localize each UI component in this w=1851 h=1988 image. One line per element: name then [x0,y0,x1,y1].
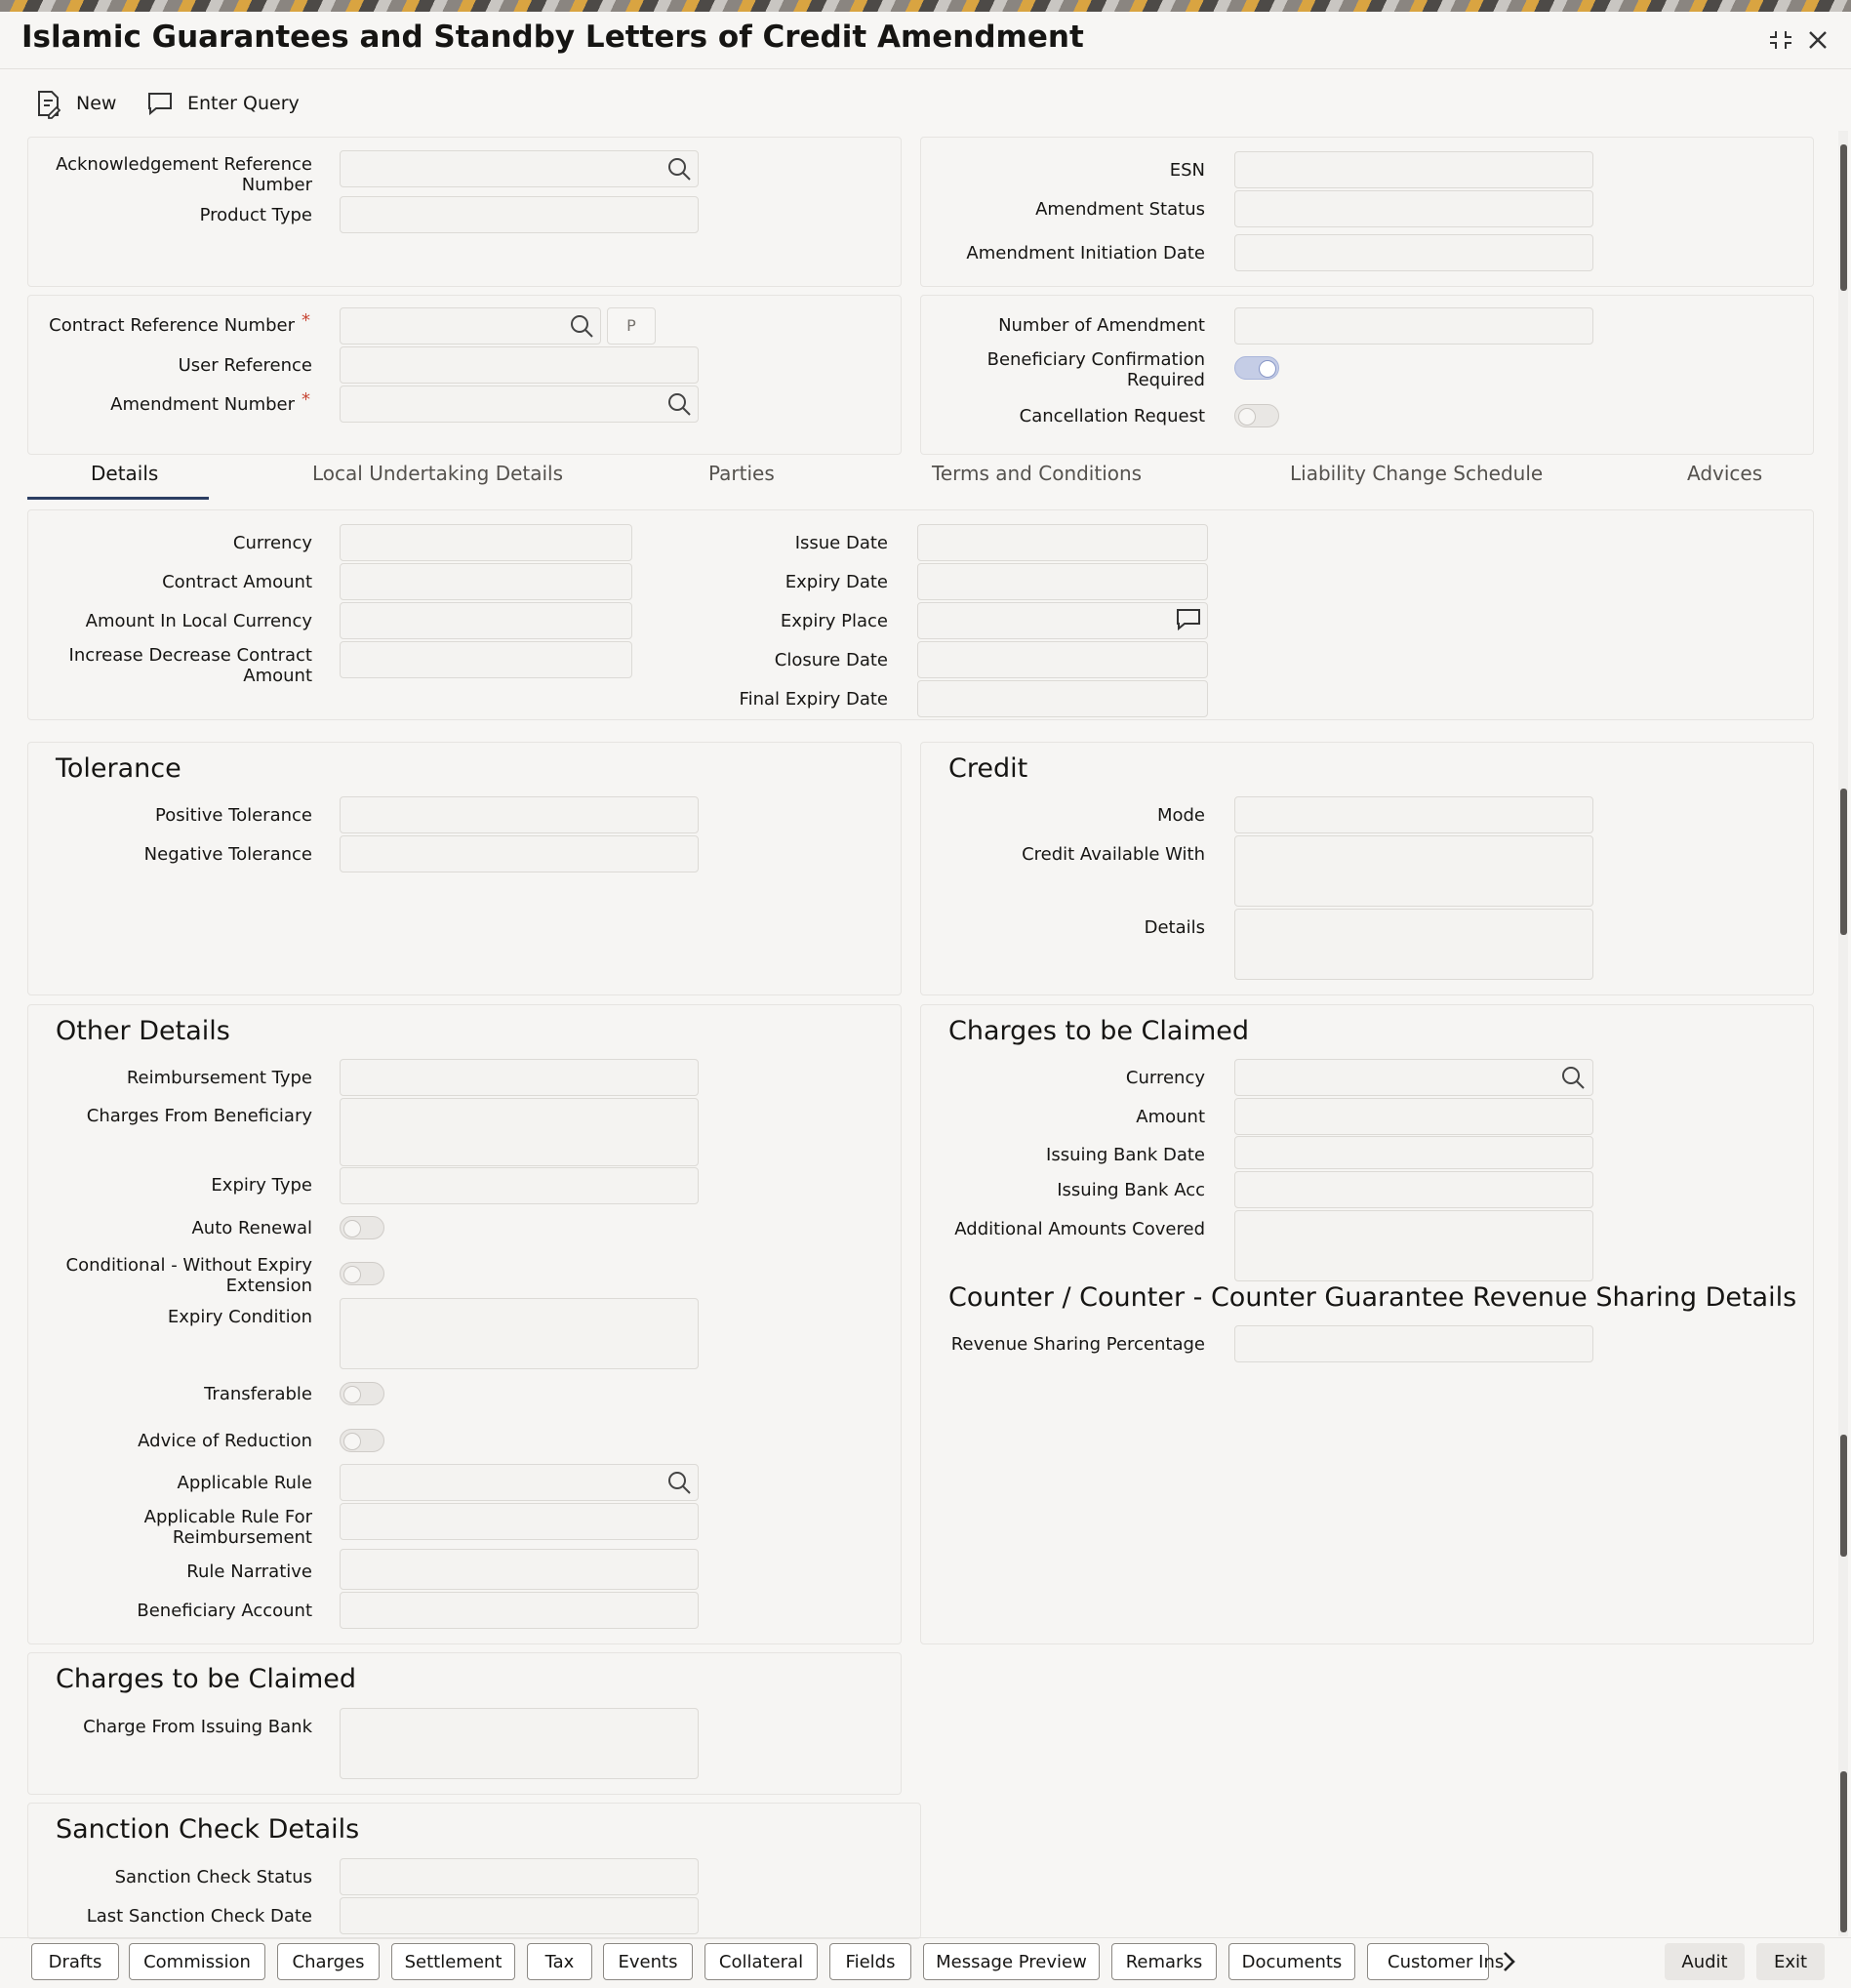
positive-tolerance-input[interactable] [340,796,699,833]
user-ref-input[interactable] [340,346,699,384]
exit-button[interactable]: Exit [1756,1943,1825,1980]
revenue-sharing-percentage-input[interactable] [1234,1325,1593,1362]
tab-advices[interactable]: Advices [1687,462,1763,485]
revenue-sharing-percentage-label: Revenue Sharing Percentage [950,1334,1205,1355]
advice-reduction-label: Advice of Reduction [138,1431,312,1451]
required-mark: * [302,389,310,410]
reimbursement-type-input[interactable] [340,1059,699,1096]
applicable-rule-label: Applicable Rule [177,1473,312,1493]
currency-label: Currency [232,533,312,553]
close-icon[interactable] [1803,25,1832,55]
credit-details-input[interactable] [1234,909,1593,980]
search-icon[interactable] [666,391,692,417]
tax-button[interactable]: Tax [527,1943,592,1980]
expiry-condition-input[interactable] [340,1298,699,1369]
expiry-type-input[interactable] [340,1167,699,1204]
events-button[interactable]: Events [603,1943,693,1980]
expiry-date-label: Expiry Date [785,572,888,592]
expiry-place-input[interactable] [917,602,1208,639]
beneficiary-account-input[interactable] [340,1592,699,1629]
charges-from-beneficiary-input[interactable] [340,1098,699,1166]
new-label: New [76,93,117,114]
charges-currency-label: Currency [1125,1068,1205,1088]
closure-date-label: Closure Date [774,650,888,670]
tab-details[interactable]: Details [91,462,159,485]
auto-renewal-toggle[interactable] [340,1216,384,1239]
transferable-label: Transferable [204,1384,312,1404]
number-of-amendment-input[interactable] [1234,307,1593,345]
title-divider [0,68,1851,69]
amendment-status-input[interactable] [1234,190,1593,227]
last-sanction-date-label: Last Sanction Check Date [86,1906,312,1927]
final-expiry-date-label: Final Expiry Date [739,689,888,710]
transferable-toggle[interactable] [340,1382,384,1405]
sanction-status-input[interactable] [340,1858,699,1895]
expiry-date-input[interactable] [917,563,1208,600]
other-details-title: Other Details [56,1016,230,1046]
amendment-initiation-date-label: Amendment Initiation Date [966,243,1205,264]
remarks-button[interactable]: Remarks [1111,1943,1217,1980]
search-icon[interactable] [666,1470,692,1495]
auto-renewal-label: Auto Renewal [191,1218,312,1238]
background-band [0,0,1851,12]
issuing-bank-acc-input[interactable] [1234,1171,1593,1208]
credit-available-with-label: Credit Available With [1022,844,1205,865]
additional-amounts-input[interactable] [1234,1210,1593,1281]
settlement-button[interactable]: Settlement [391,1943,515,1980]
user-ref-label: User Reference [178,355,312,376]
new-button[interactable] [35,84,116,123]
issuing-bank-date-label: Issuing Bank Date [1046,1145,1205,1165]
contract-amount-label: Contract Amount [162,572,312,592]
reimbursement-type-label: Reimbursement Type [126,1068,312,1088]
amendment-number-label: Amendment Number [110,394,295,415]
incr-decr-input[interactable] [340,641,632,678]
amendment-initiation-date-input[interactable] [1234,234,1593,271]
issuing-bank-date-input[interactable] [1234,1136,1593,1169]
applicable-rule-input[interactable] [340,1464,699,1501]
scrollbar-thumb[interactable] [1840,1435,1847,1557]
esn-label: ESN [1169,160,1205,181]
commission-button[interactable]: Commission [129,1943,265,1980]
sanction-title: Sanction Check Details [56,1814,360,1845]
customer-instructions-button[interactable]: Customer Ins [1367,1943,1489,1980]
new-document-icon [35,89,62,118]
bottom-divider [0,1937,1851,1938]
chat-bubble-icon [146,91,174,116]
charges-currency-input[interactable] [1234,1059,1593,1096]
required-mark: * [302,310,310,331]
chat-bubble-icon[interactable] [1176,607,1201,632]
credit-available-with-input[interactable] [1234,835,1593,907]
amount-local-input[interactable] [340,602,632,639]
negative-tolerance-input[interactable] [340,835,699,872]
rule-narrative-label: Rule Narrative [186,1562,312,1582]
sanction-status-label: Sanction Check Status [114,1867,312,1887]
collapse-icon[interactable] [1766,25,1795,55]
search-icon[interactable] [1560,1065,1586,1090]
rule-narrative-input[interactable] [340,1549,699,1590]
final-expiry-date-input[interactable] [917,680,1208,717]
expiry-type-label: Expiry Type [211,1175,312,1196]
p-button[interactable]: P [607,307,656,345]
ack-ref-label: Acknowledgement Reference Number [56,154,312,195]
collateral-button[interactable]: Collateral [704,1943,818,1980]
charges-from-beneficiary-label: Charges From Beneficiary [86,1106,312,1126]
advice-reduction-toggle[interactable] [340,1429,384,1452]
mode-label: Mode [1156,805,1205,826]
credit-title: Credit [948,753,1028,784]
expiry-place-label: Expiry Place [780,611,888,631]
revenue-sharing-title: Counter / Counter - Counter Guarantee Revenue Sharing Details [948,1282,1797,1313]
negative-tolerance-label: Negative Tolerance [143,844,312,865]
product-type-label: Product Type [199,205,312,225]
incr-decr-label: Increase Decrease Contract Amount [68,645,312,686]
page-title: Islamic Guarantees and Standby Letters of Credit Amendment [21,20,1084,55]
issuing-bank-acc-label: Issuing Bank Acc [1057,1180,1205,1200]
contract-ref-label: Contract Reference Number [49,315,295,336]
conditional-label: Conditional - Without Expiry Extension [65,1255,312,1296]
applicable-rule-reimb-input[interactable] [340,1503,699,1540]
active-tab-indicator [27,497,209,500]
contract-ref-input[interactable] [340,307,601,345]
tab-liability-change-schedule[interactable]: Liability Change Schedule [1290,462,1544,485]
applicable-rule-reimb-label: Applicable Rule For Reimbursement [143,1507,312,1548]
esn-input[interactable] [1234,151,1593,188]
beneficiary-account-label: Beneficiary Account [137,1601,312,1621]
scrollbar-thumb[interactable] [1840,144,1847,291]
additional-amounts-label: Additional Amounts Covered [954,1219,1205,1239]
amount-local-label: Amount In Local Currency [85,611,312,631]
closure-date-input[interactable] [917,641,1208,678]
issue-date-label: Issue Date [794,533,888,553]
search-icon[interactable] [666,156,692,182]
drafts-button[interactable]: Drafts [31,1943,119,1980]
beneficiary-confirmation-label: Beneficiary Confirmation Required [986,349,1205,390]
issue-date-input[interactable] [917,524,1208,561]
number-of-amendment-label: Number of Amendment [998,315,1205,336]
documents-button[interactable]: Documents [1228,1943,1355,1980]
conditional-toggle[interactable] [340,1262,384,1285]
charge-from-issuing-bank-input[interactable] [340,1708,699,1779]
product-type-input[interactable] [340,196,699,233]
enter-query-button[interactable] [146,84,300,123]
tolerance-title: Tolerance [56,753,181,784]
chevron-right-icon[interactable] [1497,1948,1520,1975]
vertical-scrollbar[interactable] [1838,131,1848,1936]
beneficiary-confirmation-toggle[interactable] [1234,356,1279,380]
amendment-status-label: Amendment Status [1035,199,1205,220]
expiry-condition-label: Expiry Condition [167,1307,312,1327]
charges-claimed-left-title: Charges to be Claimed [56,1664,357,1694]
cancellation-request-toggle[interactable] [1234,404,1279,427]
ack-ref-input[interactable] [340,150,699,187]
audit-button[interactable]: Audit [1665,1943,1745,1980]
credit-details-label: Details [1144,917,1205,938]
fields-button[interactable]: Fields [829,1943,911,1980]
contract-amount-input[interactable] [340,563,632,600]
scrollbar-thumb[interactable] [1840,789,1847,935]
charges-claimed-right-title: Charges to be Claimed [948,1016,1250,1046]
charges-amount-input[interactable] [1234,1098,1593,1135]
charges-button[interactable]: Charges [277,1943,380,1980]
tab-parties[interactable]: Parties [708,462,775,485]
last-sanction-date-input[interactable] [340,1897,699,1934]
search-icon[interactable] [569,313,594,339]
charge-from-issuing-bank-label: Charge From Issuing Bank [83,1717,312,1737]
currency-input[interactable] [340,524,632,561]
positive-tolerance-label: Positive Tolerance [155,805,312,826]
enter-query-label: Enter Query [187,93,300,114]
charges-amount-label: Amount [1136,1107,1205,1127]
mode-input[interactable] [1234,796,1593,833]
scrollbar-thumb[interactable] [1840,1771,1847,1932]
tab-local-undertaking-details[interactable]: Local Undertaking Details [312,462,564,485]
amendment-number-input[interactable] [340,385,699,423]
tab-terms-and-conditions[interactable]: Terms and Conditions [932,462,1143,485]
cancellation-request-label: Cancellation Request [1019,406,1205,426]
message-preview-button[interactable]: Message Preview [923,1943,1100,1980]
